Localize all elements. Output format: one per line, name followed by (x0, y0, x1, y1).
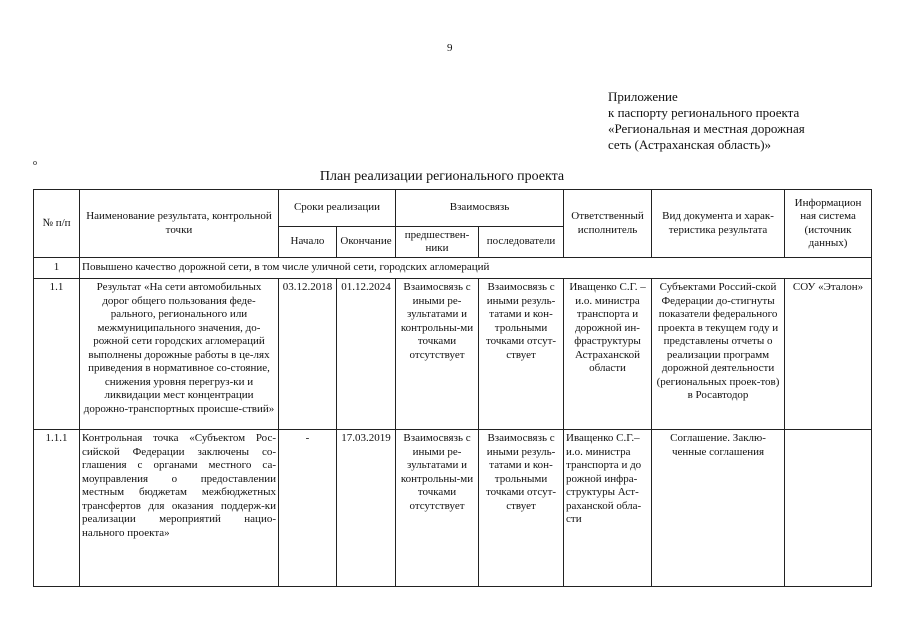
row-info (785, 430, 872, 587)
row-num: 1.1 (34, 279, 80, 430)
section-title: Повышено качество дорожной сети, в том числе уличной сети, городских агломераций (80, 258, 872, 279)
table-row (34, 279, 872, 430)
header-responsible: Ответственный исполнитель (564, 190, 652, 258)
row-doc: Субъектами Россий-ской Федерации до-стигнуты показатели федерального проекта в текущем году и представлены отчеты о реализации программ дорожной деятельности (региональных проек-тов) в Росавтодор (652, 279, 785, 430)
appendix-line: сеть (Астраханская область)» (608, 137, 772, 152)
row-responsible: Иващенко С.Г. – и.о. министра транспорта и дорожной ин-фраструктуры Астраханской области (564, 279, 652, 430)
margin-mark: о (33, 158, 37, 167)
row-end: 17.03.2019 (337, 430, 396, 587)
row-responsible: Иващенко С.Г.– и.о. министра транспорта и до рожной инфра-структуры Аст-раханской обла-сти (564, 430, 652, 587)
appendix-line: Приложение (608, 89, 678, 104)
table-row (34, 430, 872, 587)
header-end: Окончание (337, 227, 396, 258)
header-num: № п/п (34, 190, 80, 258)
header-info: Информацион ная система (источник данных) (785, 190, 872, 258)
section-num: 1 (34, 258, 80, 279)
row-start: - (279, 430, 337, 587)
page-number: 9 (447, 42, 453, 54)
section-row (34, 258, 872, 279)
table-title: План реализации регионального проекта (319, 169, 565, 184)
row-info: СОУ «Эталон» (785, 279, 872, 430)
header-dates: Сроки реализации (279, 190, 396, 227)
row-successors: Взаимосвязь с иными резуль-татами и кон-трольными точками отсут-ствует (479, 430, 564, 587)
header-name: Наименование результата, контрольной точки (80, 190, 279, 258)
row-end: 01.12.2024 (337, 279, 396, 430)
row-start: 03.12.2018 (279, 279, 337, 430)
row-doc: Соглашение. Заклю-ченные соглашения (652, 430, 785, 587)
header-predecessors: предшествен-ники (396, 227, 479, 258)
appendix-line: к паспорту регионального проекта (608, 105, 800, 120)
header-row (34, 190, 872, 227)
header-doc: Вид документа и харак-теристика результата (652, 190, 785, 258)
header-start: Начало (279, 227, 337, 258)
row-successors: Взаимосвязь с иными резуль-татами и кон-трольными точками отсут-ствует (479, 279, 564, 430)
row-name: Результат «На сети автомобильных дорог общего пользования феде-рального, регионального или межмуниципального значения, до-рожной сети городских агломераций выполнены дорожные работы в це-лях приведения в нормативное со-стояние, снижения уровня перегруз-ки и ликвидации мест концентрации дорожно-транспортных происше-ствий» (80, 279, 279, 430)
header-links: Взаимосвязь (396, 190, 564, 227)
row-predecessors: Взаимосвязь с иными ре-зультатами и контрольны-ми точками отсутствует (396, 430, 479, 587)
header-successors: последователи (479, 227, 564, 258)
appendix-note (608, 89, 805, 153)
row-num: 1.1.1 (34, 430, 80, 587)
row-predecessors: Взаимосвязь с иными ре-зультатами и контрольны-ми точками отсутствует (396, 279, 479, 430)
row-name: Контрольная точка «Субъектом Рос-сийской Федерации заключены со-глашения с органами местного са-моуправления о предоставлении местным бюджетам межбюджетных трансфертов для оказания поддерж-ки реализации мероприятий нацио-нального проекта» (80, 430, 279, 587)
plan-table (33, 189, 872, 587)
appendix-line: «Региональная и местная дорожная (608, 121, 805, 136)
